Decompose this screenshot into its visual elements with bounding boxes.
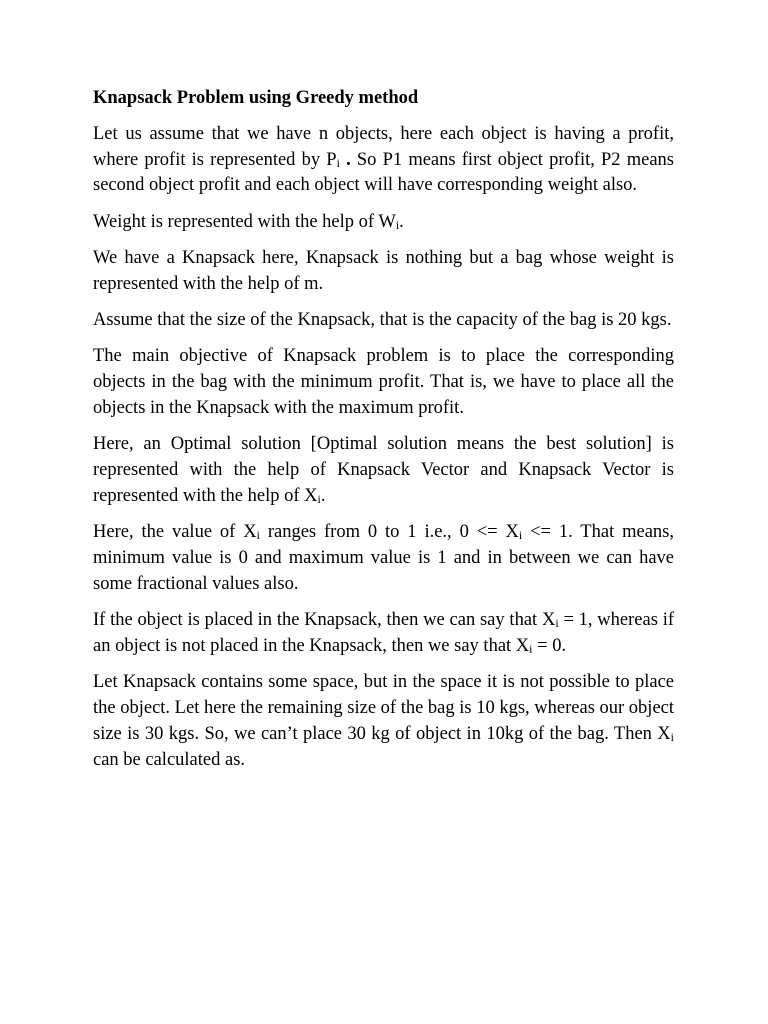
text: Weight is represented with the help of W [93, 211, 396, 232]
document-title: Knapsack Problem using Greedy method [93, 88, 419, 108]
paragraph-value-range [93, 520, 674, 597]
paragraph-objective: The main objective of Knapsack problem is to place the corresponding objects in the bag with the minimum profit. That is, we have to place all the objects in the Knapsack with the maximum profit. [93, 346, 674, 418]
subscript: i [555, 616, 559, 631]
paragraph-optimal-solution [93, 432, 674, 509]
text: <= 1. That means, minimum value is 0 and maximum value is 1 and in between we can have some fractional values also. [93, 522, 674, 594]
paragraph-fractional [93, 670, 674, 773]
text: ranges from 0 to 1 i.e., 0 <= X [259, 522, 519, 543]
paragraph-placed-or-not [93, 608, 674, 660]
text: So P1 means first object profit, P2 means second object profit and each object will have corresponding weight also. [93, 149, 674, 196]
text: . [399, 211, 404, 232]
subscript: i [670, 729, 674, 744]
text: Let Knapsack contains some space, but in the space it is not possible to place the object. Let here the remaining size of the bag is 10 kgs, whereas our object size is 30 kgs. So, we can’t place 30 kg of object in 10kg of the bag. Then X [93, 672, 675, 744]
text: can be calculated as. [93, 749, 246, 770]
text: . [320, 485, 326, 506]
text: Here, the value of X [93, 522, 257, 543]
subscript: i [317, 491, 321, 506]
subscript: i [395, 217, 400, 232]
paragraph-knapsack-bag: We have a Knapsack here, Knapsack is nothing but a bag whose weight is represented with the help of m. [93, 247, 674, 294]
paragraph-weight [93, 210, 674, 236]
paragraph-objects-profit [93, 122, 674, 199]
subscript: i [518, 528, 523, 543]
subscript: i [256, 528, 260, 543]
subscript: i [336, 155, 340, 170]
text: Here, an Optimal solution [Optimal solution means the best solution] is represented with the help of Knapsack Vector and Knapsack Vector is represented with the help of X [93, 434, 674, 506]
text: = 0. [532, 635, 567, 656]
subscript: i [529, 641, 533, 656]
text: . [339, 149, 351, 170]
text: Let us assume that we have n objects, here each object is having a profit, where profit is represented by P [93, 123, 674, 170]
text: If the object is placed in the Knapsack, then we can say that X [93, 610, 556, 631]
text: = 1, whereas if an object is not placed in the Knapsack, then we say that X [93, 610, 674, 656]
paragraph-capacity: Assume that the size of the Knapsack, that is the capacity of the bag is 20 kgs. [93, 310, 672, 331]
document-page [93, 86, 674, 784]
